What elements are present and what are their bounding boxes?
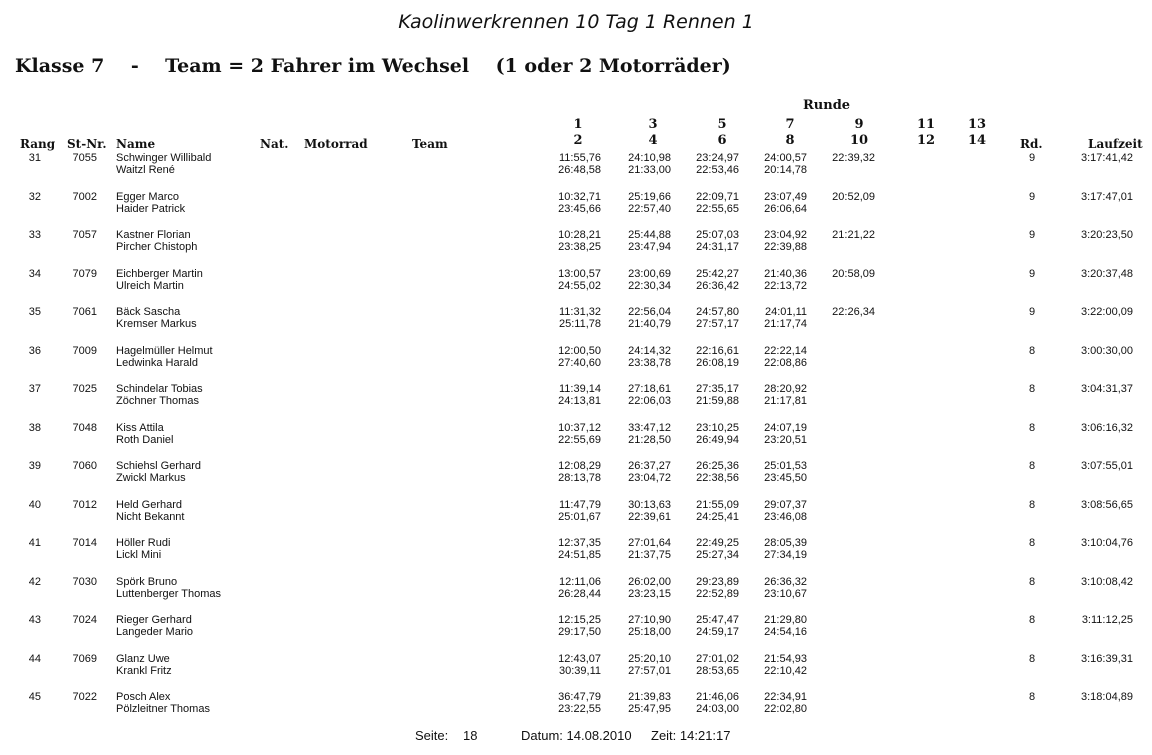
lap-header-bottom: 8 bbox=[785, 133, 795, 148]
lap-time-bottom: 22:38,56 bbox=[696, 472, 739, 484]
driver2-name: Zöchner Thomas bbox=[116, 395, 199, 407]
lap-time-bottom: 26:06,64 bbox=[764, 203, 807, 215]
lap-time-bottom: 21:59,88 bbox=[696, 395, 739, 407]
stnr-cell: 7048 bbox=[72, 422, 97, 434]
lap-header-bottom: 12 bbox=[916, 133, 936, 148]
lap-time-bottom: 23:47,94 bbox=[628, 241, 671, 253]
lap-time-top: 27:01,02 bbox=[696, 653, 739, 665]
driver2-name: Lickl Mini bbox=[116, 549, 162, 561]
driver1-name: Egger Marco bbox=[116, 191, 179, 203]
lap-time-bottom: 23:22,55 bbox=[558, 703, 601, 715]
driver2-name: Ulreich Martin bbox=[116, 280, 184, 292]
lap-time-bottom: 23:20,51 bbox=[764, 434, 807, 446]
rang-cell: 37 bbox=[28, 383, 41, 395]
lap-time-bottom: 21:33,00 bbox=[628, 164, 671, 176]
lap-time-top: 22:09,71 bbox=[696, 191, 739, 203]
lap-time-bottom: 26:28,44 bbox=[558, 588, 601, 600]
driver2-name: Roth Daniel bbox=[116, 434, 174, 446]
driver2-name: Luttenberger Thomas bbox=[116, 588, 221, 600]
lap-time-bottom: 26:36,42 bbox=[696, 280, 739, 292]
laufzeit-cell: 3:10:08,42 bbox=[1081, 576, 1133, 588]
lap-time-top: 25:47,47 bbox=[696, 614, 739, 626]
rd-cell: 9 bbox=[1028, 152, 1036, 164]
lap-time-bottom: 23:45,50 bbox=[764, 472, 807, 484]
lap-time-bottom: 24:31,17 bbox=[696, 241, 739, 253]
lap-time-top: 21:21,22 bbox=[832, 229, 875, 241]
driver1-name: Schiehsl Gerhard bbox=[116, 460, 201, 472]
rd-cell: 9 bbox=[1028, 191, 1036, 203]
nat-header: Nat. bbox=[260, 137, 289, 151]
lap-time-top: 24:57,80 bbox=[696, 306, 739, 318]
lap-time-top: 25:42,27 bbox=[696, 268, 739, 280]
lap-time-top: 12:08,29 bbox=[558, 460, 601, 472]
driver1-name: Hagelmüller Helmut bbox=[116, 345, 213, 357]
lap-header-top: 7 bbox=[785, 117, 795, 132]
lap-time-bottom: 21:28,50 bbox=[628, 434, 671, 446]
lap-time-top: 13:00,57 bbox=[558, 268, 601, 280]
lap-time-bottom: 25:11,78 bbox=[558, 318, 601, 330]
laufzeit-cell: 3:17:47,01 bbox=[1081, 191, 1133, 203]
driver2-name: Pircher Chistoph bbox=[116, 241, 198, 253]
lap-time-top: 26:36,32 bbox=[764, 576, 807, 588]
lap-time-bottom: 26:49,94 bbox=[696, 434, 739, 446]
driver2-name: Zwickl Markus bbox=[116, 472, 186, 484]
lap-time-top: 27:10,90 bbox=[628, 614, 671, 626]
rd-cell: 8 bbox=[1028, 499, 1036, 511]
lap-time-top: 24:14,32 bbox=[628, 345, 671, 357]
lap-time-bottom: 22:55,69 bbox=[558, 434, 601, 446]
driver1-name: Kastner Florian bbox=[116, 229, 191, 241]
lap-time-bottom: 22:06,03 bbox=[628, 395, 671, 407]
stnr-cell: 7014 bbox=[72, 537, 97, 549]
driver2-name: Langeder Mario bbox=[116, 626, 194, 638]
lap-time-top: 24:00,57 bbox=[764, 152, 807, 164]
lap-time-bottom: 27:57,17 bbox=[696, 318, 739, 330]
lap-time-top: 22:26,34 bbox=[832, 306, 875, 318]
lap-time-bottom: 22:13,72 bbox=[764, 280, 807, 292]
runde-header: Runde bbox=[803, 98, 851, 113]
lap-time-top: 21:40,36 bbox=[764, 268, 807, 280]
time-label: Zeit: 14:21:17 bbox=[651, 728, 731, 743]
laufzeit-cell: 3:04:31,37 bbox=[1081, 383, 1133, 395]
driver1-name: Bäck Sascha bbox=[116, 306, 181, 318]
laufzeit-cell: 3:07:55,01 bbox=[1081, 460, 1133, 472]
laufzeit-cell: 3:16:39,31 bbox=[1081, 653, 1133, 665]
lap-time-top: 28:20,92 bbox=[764, 383, 807, 395]
lap-time-top: 22:56,04 bbox=[628, 306, 671, 318]
lap-time-top: 12:37,35 bbox=[558, 537, 601, 549]
lap-time-bottom: 27:40,60 bbox=[558, 357, 601, 369]
lap-header-top: 1 bbox=[573, 117, 583, 132]
lap-time-bottom: 24:55,02 bbox=[558, 280, 601, 292]
rd-cell: 8 bbox=[1028, 422, 1036, 434]
driver2-name: Pölzleitner Thomas bbox=[116, 703, 210, 715]
lap-time-top: 21:29,80 bbox=[764, 614, 807, 626]
lap-header-top: 9 bbox=[854, 117, 864, 132]
stnr-cell: 7009 bbox=[72, 345, 97, 357]
lap-time-top: 27:01,64 bbox=[628, 537, 671, 549]
lap-time-bottom: 25:27,34 bbox=[696, 549, 739, 561]
lap-time-bottom: 28:13,78 bbox=[558, 472, 601, 484]
stnr-cell: 7012 bbox=[72, 499, 97, 511]
lap-time-top: 27:18,61 bbox=[628, 383, 671, 395]
motorrad-header: Motorrad bbox=[304, 137, 368, 151]
lap-time-top: 11:31,32 bbox=[558, 306, 601, 318]
driver1-name: Spörk Bruno bbox=[116, 576, 178, 588]
rang-cell: 43 bbox=[28, 614, 41, 626]
driver1-name: Posch Alex bbox=[116, 691, 171, 703]
lap-time-bottom: 26:48,58 bbox=[558, 164, 601, 176]
lap-time-top: 29:23,89 bbox=[696, 576, 739, 588]
stnr-cell: 7030 bbox=[72, 576, 97, 588]
driver2-name: Waitzl René bbox=[116, 164, 175, 176]
name-header: Name bbox=[116, 137, 156, 151]
lap-time-bottom: 23:38,78 bbox=[628, 357, 671, 369]
lap-time-top: 21:54,93 bbox=[764, 653, 807, 665]
lap-time-top: 11:55,76 bbox=[558, 152, 601, 164]
rd-cell: 9 bbox=[1028, 268, 1036, 280]
lap-header-bottom: 4 bbox=[648, 133, 658, 148]
stnr-header: St-Nr. bbox=[67, 137, 107, 151]
lap-time-bottom: 22:39,88 bbox=[764, 241, 807, 253]
lap-time-top: 23:10,25 bbox=[696, 422, 739, 434]
lap-time-bottom: 22:30,34 bbox=[628, 280, 671, 292]
class-heading: Klasse 7 - Team = 2 Fahrer im Wechsel (1 oder 2 Motorräder) bbox=[15, 55, 731, 77]
rd-cell: 8 bbox=[1028, 537, 1036, 549]
stnr-cell: 7055 bbox=[72, 152, 97, 164]
rd-cell: 8 bbox=[1028, 460, 1036, 472]
lap-time-top: 24:01,11 bbox=[764, 306, 807, 318]
lap-time-bottom: 26:08,19 bbox=[696, 357, 739, 369]
rd-cell: 8 bbox=[1028, 614, 1036, 626]
rang-cell: 45 bbox=[28, 691, 41, 703]
laufzeit-cell: 3:10:04,76 bbox=[1081, 537, 1133, 549]
lap-time-bottom: 22:10,42 bbox=[764, 665, 807, 677]
lap-time-bottom: 22:08,86 bbox=[764, 357, 807, 369]
lap-time-top: 23:24,97 bbox=[696, 152, 739, 164]
lap-time-top: 12:15,25 bbox=[558, 614, 601, 626]
lap-time-bottom: 24:03,00 bbox=[696, 703, 739, 715]
lap-time-top: 21:39,83 bbox=[628, 691, 671, 703]
laufzeit-cell: 3:20:23,50 bbox=[1081, 229, 1133, 241]
lap-header-top: 13 bbox=[967, 117, 987, 132]
lap-time-bottom: 25:47,95 bbox=[628, 703, 671, 715]
lap-time-top: 22:34,91 bbox=[764, 691, 807, 703]
lap-time-top: 10:37,12 bbox=[558, 422, 601, 434]
lap-time-bottom: 30:39,11 bbox=[558, 665, 601, 677]
lap-time-top: 36:47,79 bbox=[558, 691, 601, 703]
lap-time-bottom: 20:14,78 bbox=[764, 164, 807, 176]
laufzeit-cell: 3:11:12,25 bbox=[1081, 614, 1133, 626]
lap-time-bottom: 24:59,17 bbox=[696, 626, 739, 638]
driver1-name: Kiss Attila bbox=[116, 422, 164, 434]
driver2-name: Krankl Fritz bbox=[116, 665, 172, 677]
lap-time-top: 20:52,09 bbox=[832, 191, 875, 203]
lap-time-top: 21:55,09 bbox=[696, 499, 739, 511]
lap-time-bottom: 24:13,81 bbox=[558, 395, 601, 407]
lap-time-top: 25:19,66 bbox=[628, 191, 671, 203]
lap-time-top: 22:49,25 bbox=[696, 537, 739, 549]
rang-cell: 31 bbox=[28, 152, 41, 164]
lap-time-bottom: 25:01,67 bbox=[558, 511, 601, 523]
rd-cell: 8 bbox=[1028, 691, 1036, 703]
stnr-cell: 7002 bbox=[72, 191, 97, 203]
driver1-name: Höller Rudi bbox=[116, 537, 171, 549]
lap-time-bottom: 22:55,65 bbox=[696, 203, 739, 215]
lap-time-bottom: 21:40,79 bbox=[628, 318, 671, 330]
rd-cell: 9 bbox=[1028, 306, 1036, 318]
rang-cell: 41 bbox=[28, 537, 41, 549]
lap-time-top: 25:20,10 bbox=[628, 653, 671, 665]
driver2-name: Nicht Bekannt bbox=[116, 511, 185, 523]
lap-header-bottom: 10 bbox=[849, 133, 869, 148]
lap-time-bottom: 22:52,89 bbox=[696, 588, 739, 600]
driver1-name: Schwinger Willibald bbox=[116, 152, 212, 164]
rang-cell: 34 bbox=[28, 268, 41, 280]
lap-time-top: 26:25,36 bbox=[696, 460, 739, 472]
stnr-cell: 7022 bbox=[72, 691, 97, 703]
lap-header-bottom: 2 bbox=[573, 133, 583, 148]
laufzeit-cell: 3:20:37,48 bbox=[1081, 268, 1133, 280]
lap-time-top: 12:00,50 bbox=[558, 345, 601, 357]
team-header: Team bbox=[412, 137, 448, 151]
rang-cell: 33 bbox=[28, 229, 41, 241]
driver1-name: Held Gerhard bbox=[116, 499, 183, 511]
lap-time-top: 29:07,37 bbox=[764, 499, 807, 511]
lap-time-bottom: 23:23,15 bbox=[628, 588, 671, 600]
lap-time-bottom: 23:38,25 bbox=[558, 241, 601, 253]
lap-time-top: 11:47,79 bbox=[558, 499, 601, 511]
lap-time-top: 25:44,88 bbox=[628, 229, 671, 241]
stnr-cell: 7025 bbox=[72, 383, 97, 395]
rang-cell: 32 bbox=[28, 191, 41, 203]
lap-time-top: 10:32,71 bbox=[558, 191, 601, 203]
lap-time-top: 26:02,00 bbox=[628, 576, 671, 588]
rd-cell: 8 bbox=[1028, 383, 1036, 395]
rang-header: Rang bbox=[20, 137, 56, 151]
stnr-cell: 7060 bbox=[72, 460, 97, 472]
stnr-cell: 7057 bbox=[72, 229, 97, 241]
lap-time-top: 24:10,98 bbox=[628, 152, 671, 164]
lap-header-bottom: 6 bbox=[717, 133, 727, 148]
lap-header-top: 11 bbox=[916, 117, 936, 132]
lap-time-top: 22:16,61 bbox=[696, 345, 739, 357]
lap-time-top: 12:43,07 bbox=[558, 653, 601, 665]
lap-time-bottom: 22:02,80 bbox=[764, 703, 807, 715]
lap-time-bottom: 22:39,61 bbox=[628, 511, 671, 523]
rd-cell: 8 bbox=[1028, 345, 1036, 357]
lap-time-bottom: 21:17,74 bbox=[764, 318, 807, 330]
lap-time-top: 25:01,53 bbox=[764, 460, 807, 472]
stnr-cell: 7069 bbox=[72, 653, 97, 665]
lap-time-top: 24:07,19 bbox=[764, 422, 807, 434]
rang-cell: 38 bbox=[28, 422, 41, 434]
lap-time-bottom: 23:10,67 bbox=[764, 588, 807, 600]
laufzeit-cell: 3:18:04,89 bbox=[1081, 691, 1133, 703]
rang-cell: 36 bbox=[28, 345, 41, 357]
lap-time-top: 23:07,49 bbox=[764, 191, 807, 203]
driver2-name: Haider Patrick bbox=[116, 203, 186, 215]
laufzeit-header: Laufzeit bbox=[1088, 137, 1143, 151]
lap-time-bottom: 25:18,00 bbox=[628, 626, 671, 638]
lap-time-top: 23:00,69 bbox=[628, 268, 671, 280]
page-number: 18 bbox=[463, 728, 478, 743]
rang-cell: 44 bbox=[28, 653, 41, 665]
driver1-name: Glanz Uwe bbox=[116, 653, 170, 665]
driver1-name: Rieger Gerhard bbox=[116, 614, 192, 626]
lap-time-bottom: 29:17,50 bbox=[558, 626, 601, 638]
lap-time-bottom: 21:37,75 bbox=[628, 549, 671, 561]
driver1-name: Eichberger Martin bbox=[116, 268, 203, 280]
lap-time-top: 22:22,14 bbox=[764, 345, 807, 357]
rd-header: Rd. bbox=[1020, 137, 1043, 151]
lap-time-top: 21:46,06 bbox=[696, 691, 739, 703]
lap-time-top: 33:47,12 bbox=[628, 422, 671, 434]
rd-cell: 9 bbox=[1028, 229, 1036, 241]
laufzeit-cell: 3:08:56,65 bbox=[1081, 499, 1133, 511]
driver2-name: Kremser Markus bbox=[116, 318, 197, 330]
lap-time-bottom: 23:45,66 bbox=[558, 203, 601, 215]
page-title: Kaolinwerkrennen 10 Tag 1 Rennen 1 bbox=[398, 11, 754, 33]
stnr-cell: 7061 bbox=[72, 306, 97, 318]
rang-cell: 40 bbox=[28, 499, 41, 511]
laufzeit-cell: 3:00:30,00 bbox=[1081, 345, 1133, 357]
stnr-cell: 7024 bbox=[72, 614, 97, 626]
rang-cell: 39 bbox=[28, 460, 41, 472]
lap-time-top: 12:11,06 bbox=[558, 576, 601, 588]
lap-header-top: 5 bbox=[717, 117, 727, 132]
laufzeit-cell: 3:06:16,32 bbox=[1081, 422, 1133, 434]
laufzeit-cell: 3:17:41,42 bbox=[1081, 152, 1133, 164]
stnr-cell: 7079 bbox=[72, 268, 97, 280]
date-label: Datum: 14.08.2010 bbox=[521, 728, 632, 743]
rd-cell: 8 bbox=[1028, 653, 1036, 665]
laufzeit-cell: 3:22:00,09 bbox=[1081, 306, 1133, 318]
rang-cell: 35 bbox=[28, 306, 41, 318]
lap-time-bottom: 28:53,65 bbox=[696, 665, 739, 677]
lap-time-bottom: 22:57,40 bbox=[628, 203, 671, 215]
lap-time-top: 27:35,17 bbox=[696, 383, 739, 395]
lap-time-bottom: 27:34,19 bbox=[764, 549, 807, 561]
driver1-name: Schindelar Tobias bbox=[116, 383, 203, 395]
lap-time-top: 30:13,63 bbox=[628, 499, 671, 511]
page-label: Seite: bbox=[415, 728, 449, 743]
lap-time-bottom: 23:04,72 bbox=[628, 472, 671, 484]
lap-time-top: 28:05,39 bbox=[764, 537, 807, 549]
lap-time-bottom: 24:25,41 bbox=[696, 511, 739, 523]
lap-time-bottom: 21:17,81 bbox=[764, 395, 807, 407]
lap-time-top: 25:07,03 bbox=[696, 229, 739, 241]
lap-header-bottom: 14 bbox=[967, 133, 987, 148]
lap-time-top: 22:39,32 bbox=[832, 152, 875, 164]
lap-time-bottom: 23:46,08 bbox=[764, 511, 807, 523]
rang-cell: 42 bbox=[28, 576, 41, 588]
lap-time-top: 11:39,14 bbox=[558, 383, 601, 395]
lap-time-top: 23:04,92 bbox=[764, 229, 807, 241]
lap-time-top: 20:58,09 bbox=[832, 268, 875, 280]
lap-header-top: 3 bbox=[648, 117, 658, 132]
driver2-name: Ledwinka Harald bbox=[116, 357, 198, 369]
lap-time-bottom: 27:57,01 bbox=[628, 665, 671, 677]
lap-time-top: 26:37,27 bbox=[628, 460, 671, 472]
lap-time-top: 10:28,21 bbox=[558, 229, 601, 241]
rd-cell: 8 bbox=[1028, 576, 1036, 588]
lap-time-bottom: 24:51,85 bbox=[558, 549, 601, 561]
lap-time-bottom: 24:54,16 bbox=[764, 626, 807, 638]
lap-time-bottom: 22:53,46 bbox=[696, 164, 739, 176]
